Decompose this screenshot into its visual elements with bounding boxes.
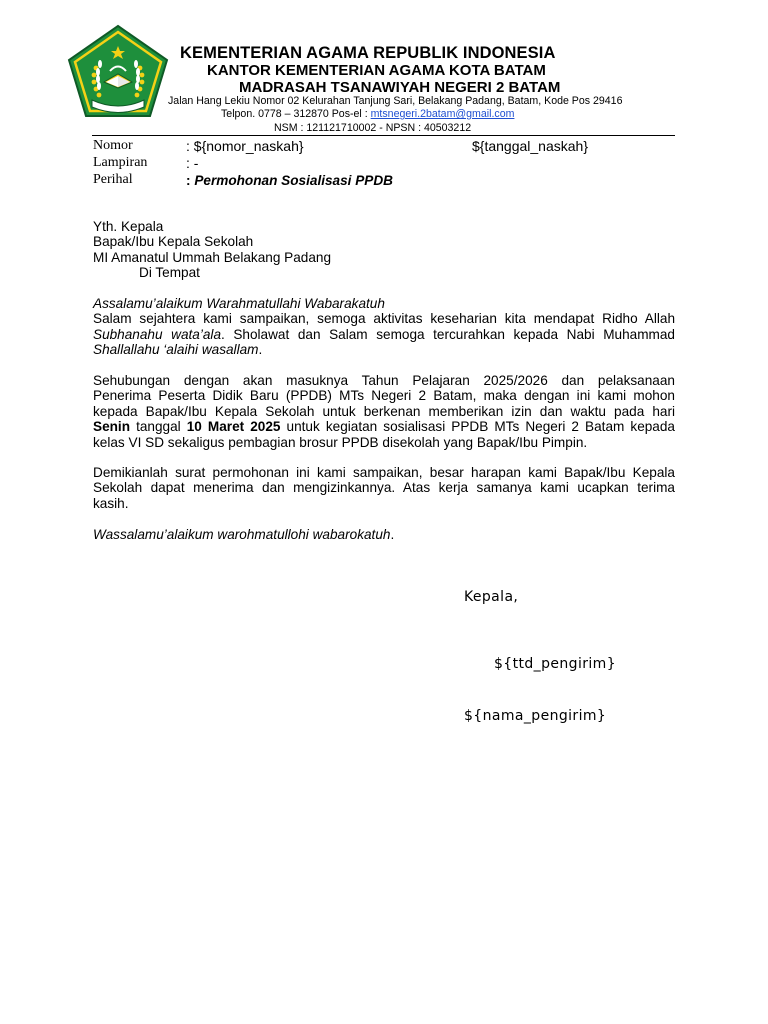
email-link[interactable]: mtsnegeri.2batam@gmail.com [370, 108, 515, 120]
paragraph-2 [93, 373, 675, 450]
p2-line-1: Sehubungan dengan akan masuknya Tahun Pelajaran 2025/2026 dan pelaksanaan [93, 373, 675, 388]
perihal-value: Permohonan Sosialisasi PPDB [194, 173, 393, 188]
paragraph-1 [93, 296, 675, 358]
p2-date: 10 Maret 2025 [186, 419, 281, 435]
school-heading: MADRASAH TSANAWIYAH NEGERI 2 BATAM [239, 79, 561, 96]
p2-line-4-rest: untuk kegiatan sosialisasi PPDB MTs Negeri 2 Batam kepada [280, 419, 675, 435]
header-divider [92, 135, 675, 136]
p1-line-1: Salam sejahtera kami sampaikan, semoga aktivitas keseharian kita mendapat Ridho Allah [93, 311, 675, 327]
p2-line-2: Penerima Peserta Didik Baru (PPDB) MTs Negeri 2 Batam, maka dengan ini kami mohon [93, 388, 675, 404]
school-address: Jalan Hang Lekiu Nomor 02 Kelurahan Tanjung Sari, Belakang Padang, Batam, Kode Pos 29416 [168, 95, 623, 107]
closing [93, 527, 675, 542]
p1-line-2 [93, 327, 675, 342]
recipient-line-2: Bapak/Ibu Kepala Sekolah [93, 234, 254, 250]
p2-line-5: kelas VI SD sekaligus pembagian brosur PPDB disekolah yang Bapak/Ibu Pimpin. [93, 434, 588, 450]
nomor-label: Nomor [93, 138, 133, 153]
p2-line-3: kepada Bapak/Ibu Kepala Sekolah untuk berkenan memberikan izin dan waktu pada hari [93, 403, 675, 419]
recipient-block [93, 219, 675, 281]
office-heading: KANTOR KEMENTERIAN AGAMA KOTA BATAM [207, 62, 546, 79]
kemenag-emblem-icon [66, 24, 170, 118]
perihal-value-line [186, 173, 393, 188]
p2-mid: tanggal [130, 419, 187, 435]
lampiran-label: Lampiran [93, 155, 148, 170]
p1-italic-1: Subhanahu wata’ala [93, 326, 221, 342]
p3-line-1: Demikianlah surat permohonan ini kami sampaikan, besar harapan kami Bapak/Ibu Kepala [93, 465, 675, 480]
closing-line [93, 527, 675, 542]
perihal-colon: : [186, 173, 195, 188]
contact-line [221, 108, 514, 120]
recipient-line-4: Di Tempat [139, 265, 200, 281]
signatory-name: ${nama_pengirim} [464, 708, 607, 724]
nsm-npsn: NSM : 121121710002 - NPSN : 40503212 [274, 122, 472, 134]
recipient-line-1: Yth. Kepala [93, 219, 164, 234]
p3-line-3: kasih. [93, 495, 129, 511]
p1-rest-1: . Sholawat dan Salam semoga tercurahkan kepada Nabi Muhammad [221, 326, 675, 342]
signature-ttd-placeholder: ${ttd_pengirim} [494, 656, 617, 672]
p1-rest-2: . [258, 342, 263, 358]
nomor-value: : ${nomor_naskah} [186, 138, 304, 154]
phone-text: Telpon. 0778 – 312870 Pos-el : [221, 108, 371, 120]
recipient-line-3: MI Amanatul Ummah Belakang Padang [93, 249, 332, 265]
greeting: Assalamu’alaikum Warahmatullahi Wabarakatuh [93, 296, 385, 311]
lampiran-value: : - [186, 155, 199, 171]
p2-day: Senin [93, 419, 131, 435]
p3-line-2: Sekolah dapat menerima dan mengizinkannya. Atas kerja samanya kami ucapkan terima [93, 480, 675, 496]
tanggal-value: ${tanggal_naskah} [472, 138, 588, 154]
perihal-label: Perihal [93, 172, 133, 187]
p1-line-3 [93, 342, 675, 357]
ministry-heading: KEMENTERIAN AGAMA REPUBLIK INDONESIA [180, 44, 556, 62]
signature-title: Kepala, [464, 589, 519, 605]
closing-rest: . [390, 527, 395, 542]
paragraph-3 [93, 465, 675, 511]
p2-line-4 [93, 419, 675, 434]
p1-italic-2: Shallallahu ‘alaihi wasallam [93, 342, 259, 358]
closing-italic: Wassalamu’alaikum warohmatullohi wabarokatuh [93, 527, 391, 542]
